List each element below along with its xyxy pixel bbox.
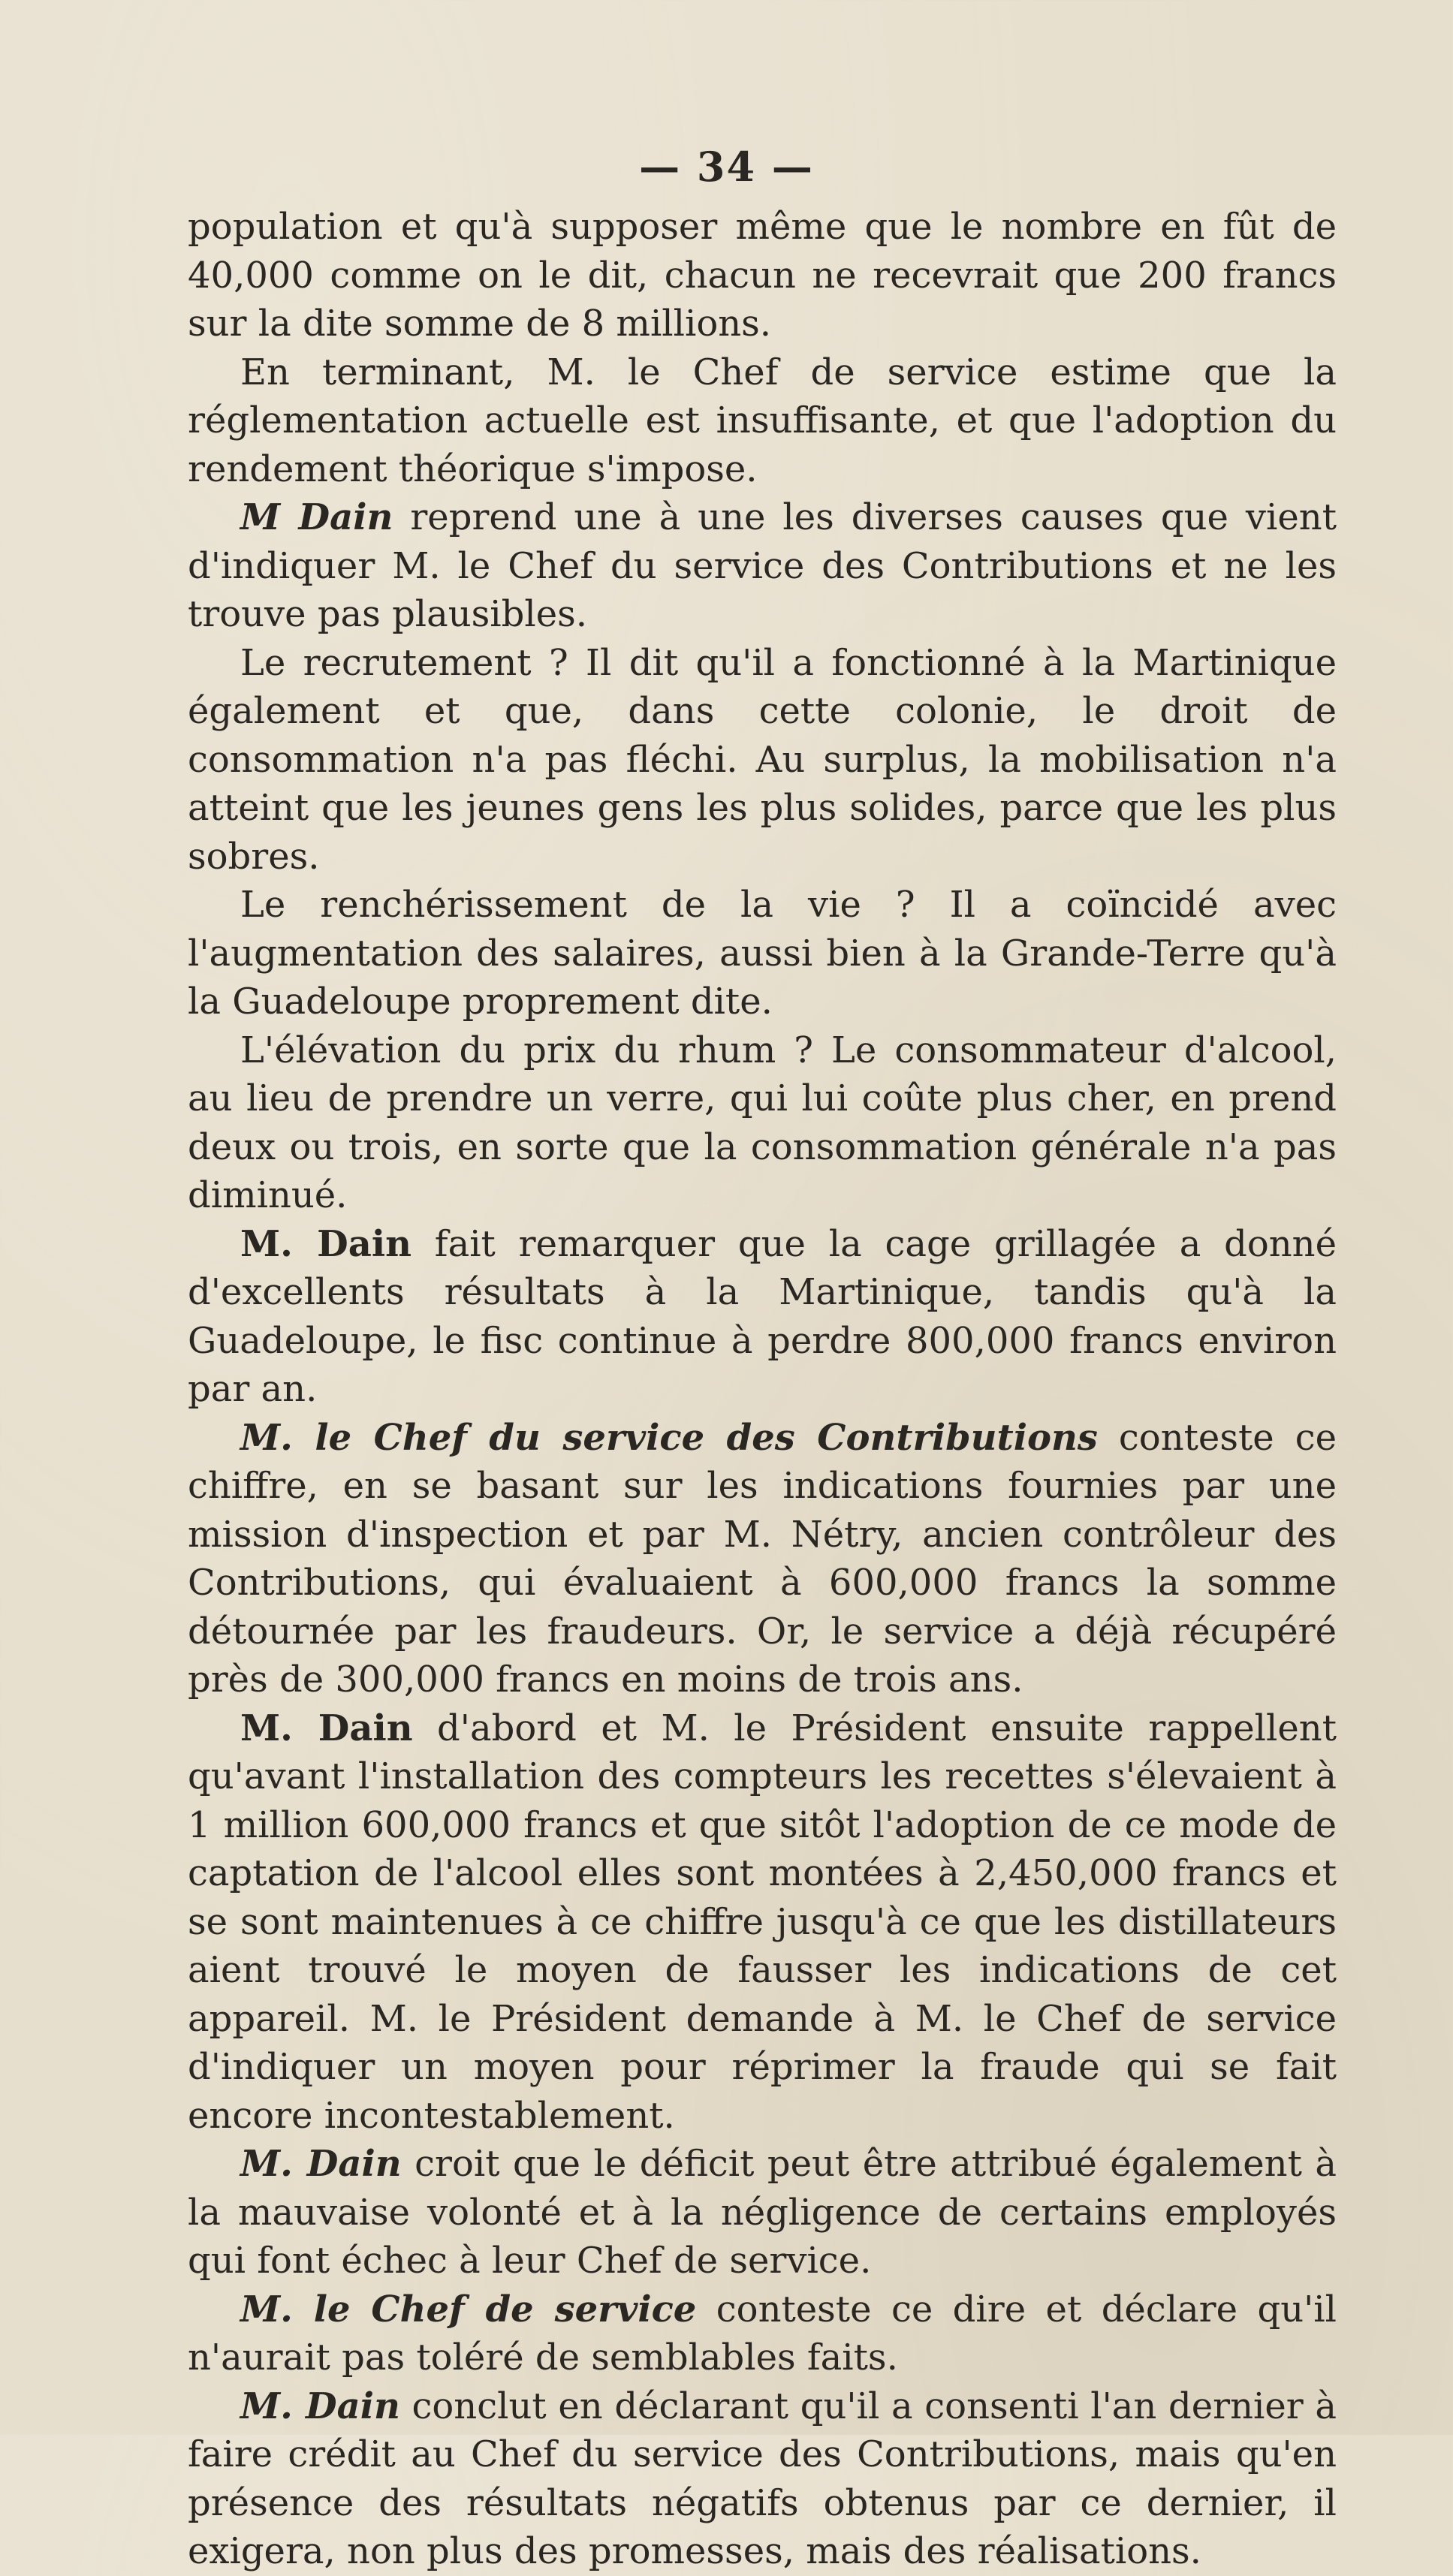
paragraph-text: population et qu'à supposer même que le nombre en fût de 40,000 comme on le dit, chacun ne recevrait que 200 francs sur la dite somme de 8 millions. [188,206,1337,345]
speaker-name: M. Dain [240,2143,402,2185]
paragraph [188,881,1337,1026]
text-block [188,203,1337,2576]
speaker-name: M. Dain [240,1707,413,1749]
paragraph [188,639,1337,881]
speaker-name: M. Dain [240,2385,400,2427]
paragraph-text: Le recrutement ? Il dit qu'il a fonctionné à la Martinique également et que, dans cette colonie, le droit de consommation n'a pas fléchi. Au surplus, la mobilisation n'a atteint que les jeunes gens les plus solides, parce que les plus sobres. [188,641,1337,878]
paragraph [188,1220,1337,1414]
paragraph [188,203,1337,348]
paragraph-text: fait remarquer que la cage grillagée a donné d'excellents résultats à la Martinique, tandis qu'à la Guadeloupe, le fisc continue à perdre 800,000 francs environ par an. [188,1222,1337,1410]
paragraph-text: L'élévation du prix du rhum ? Le consommateur d'alcool, au lieu de prendre un verre, qui lui coûte plus cher, en prend deux ou trois, en sorte que la consommation générale n'a pas diminué. [188,1029,1337,1216]
paragraph-text: reprend une à une les diverses causes que vient d'indiquer M. le Chef du service des Contributions et ne les trouve pas plausibles. [188,496,1337,635]
speaker-name: M Dain [240,496,393,538]
paragraph [188,348,1337,494]
paragraph [188,1414,1337,1704]
paragraph-text: En terminant, M. le Chef de service estime que la réglementation actuelle est insuffisante, et que l'adoption du rendement théorique s'impose. [188,351,1337,490]
paragraph-text: conteste ce dire et déclare qu'il n'aurait pas toléré de semblables faits. [188,2288,1337,2379]
paragraph [188,2140,1337,2285]
paragraph-text: conteste ce chiffre, en se basant sur les indications fournies par une mission d'inspection et par M. Nétry, ancien contrôleur des Contributions, qui évaluaient à 600,000 francs la somme détournée par les fraudeurs. Or, le service a déjà récupéré près de 300,000 francs en moins de trois ans. [188,1416,1337,1701]
paragraph [188,1704,1337,2141]
speaker-name: M. le Chef du service des Contributions [240,1416,1098,1459]
paragraph-text: conclut en déclarant qu'il a consenti l'an dernier à faire crédit au Chef du service des Contributions, mais qu'en présence des résultats négatifs obtenus par ce dernier, il exigera, non plus des promesses, mais des réalisations. [188,2385,1337,2572]
paragraph-text: croit que le déficit peut être attribué également à la mauvaise volonté et à la négligence de certains employés qui font échec à leur Chef de service. [188,2143,1337,2282]
paragraph [188,1026,1337,1220]
paragraph [188,493,1337,639]
paragraph-text: Le renchérissement de la vie ? Il a coïncidé avec l'augmentation des salaires, aussi bien à la Grande-Terre qu'à la Guadeloupe proprement dite. [188,884,1337,1023]
paragraph [188,2382,1337,2576]
speaker-name: M. Dain [240,1222,411,1265]
paragraph [188,2285,1337,2382]
speaker-name: M. le Chef de service [240,2288,697,2330]
paragraph-text: d'abord et M. le Président ensuite rappellent qu'avant l'installation des compteurs les recettes s'élevaient à 1 million 600,000 francs et que sitôt l'adoption de ce mode de captation de l'alcool elles sont montées à 2,450,000 francs et se sont maintenues à ce chiffre jusqu'à ce que les distillateurs aient trouvé le moyen de fausser les indications de cet appareil. M. le Président demande à M. le Chef de service d'indiquer un moyen pour réprimer la fraude qui se fait encore incontestablement. [188,1707,1337,2137]
page-number: — 34 — [639,143,814,191]
